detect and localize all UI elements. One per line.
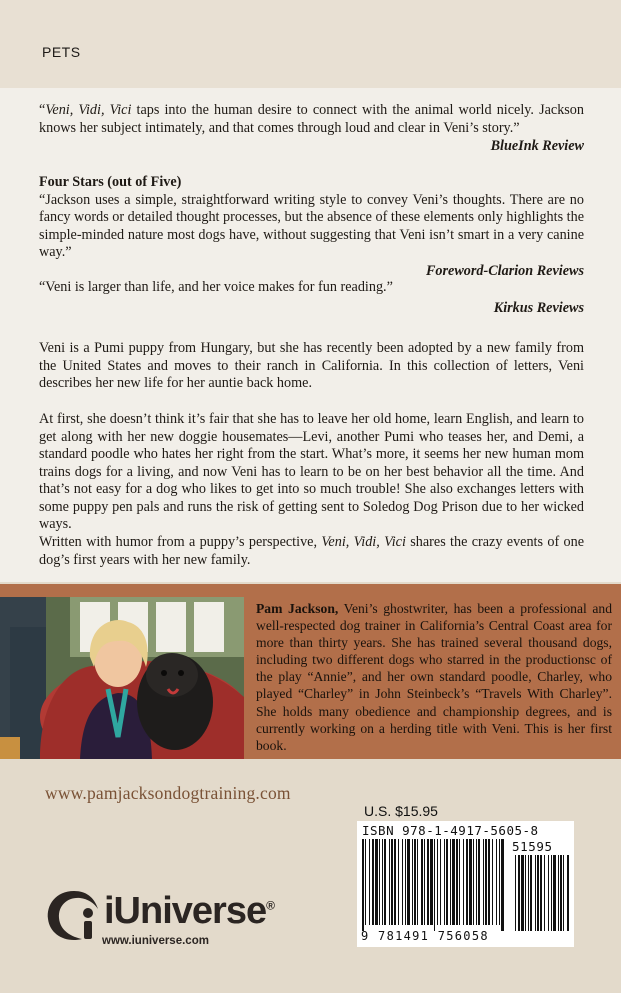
addon-barcode-bar	[548, 855, 549, 931]
publisher-name-text: iUniverse	[104, 890, 267, 932]
barcode-bar	[469, 839, 472, 925]
barcode-bar	[394, 839, 396, 925]
barcode-bar	[437, 839, 438, 925]
review-quote: “Jackson uses a simple, straightforward writing style to convey Veni’s thoughts. There are no fancy words or detailed thought processes, but the absence of these elements only highlights the simple-minded nature most dogs have, without suggesting that Veni isn’t smart in a very canine way.”	[39, 191, 584, 260]
iuniverse-swirl-icon	[44, 887, 106, 945]
addon-barcode-bar	[530, 855, 532, 931]
addon-barcode-bar	[518, 855, 520, 931]
registered-mark: ®	[266, 898, 274, 913]
addon-barcode-bar	[567, 855, 569, 931]
category-label: PETS	[42, 44, 81, 60]
price-label: U.S. $15.95	[364, 803, 438, 819]
barcode-bar	[450, 839, 451, 925]
review-source: BlueInk Review	[490, 138, 584, 154]
review-heading: Four Stars (out of Five)	[39, 174, 182, 190]
barcode-bar	[402, 839, 403, 925]
isbn-text: ISBN 978-1-4917-5605-8	[362, 823, 539, 838]
barcode-bar	[407, 839, 410, 925]
barcode-bar	[446, 839, 448, 925]
barcode-bar	[417, 839, 418, 925]
barcode-bar	[452, 839, 455, 925]
addon-barcode-bar	[540, 855, 542, 931]
barcode-bar	[492, 839, 493, 925]
description-text: At first, she doesn’t think it’s fair that she has to leave her old home, learn English, and learn to get along with her new doggie housemates—Levi, another Pumi who teases her, and Demi, a standard poodle who hates her right from the start. What’s more, it seems her new human mom trains dogs for a living, and now Veni has to learn to be on her best behavior all the time. And that’s not easy for a dog who likes to get into so much trouble! She also exchanges letters with some puppy pen pals and runs the risk of getting sent to Soledog Dog Prison due to her wicked ways.	[39, 411, 584, 532]
author-bio-body: Veni’s ghostwriter, has been a professional and well-respected dog trainer in California’s Central Coast area for more than thirty years. She has trained several thousand dogs, including two different dogs who starred in the productionsc of the play “Annie”, and her own standard poodle, Charley, who played “Charley” in John Steinbeck’s “Travels With Charley”. She holds many obedience and championship degrees, and is currently working on a herding title with Veni. This is her first book.	[256, 601, 612, 753]
barcode-bar	[430, 839, 433, 925]
barcode-bar	[478, 839, 480, 925]
description-paragraph-1	[39, 340, 584, 393]
barcode-bar	[463, 839, 464, 925]
barcode-bar	[389, 839, 390, 925]
barcode-bar	[369, 839, 370, 925]
barcode-bar	[362, 839, 364, 931]
review-blueink	[39, 102, 584, 155]
barcode-bar	[382, 839, 383, 925]
barcode-bar	[391, 839, 393, 925]
publisher-name	[104, 890, 274, 933]
barcode-bar	[440, 839, 441, 925]
barcode-bar	[485, 839, 487, 925]
barcode-bar	[372, 839, 374, 925]
review-source: Foreword-Clarion Reviews	[425, 262, 584, 279]
barcode-bar	[476, 839, 477, 925]
price-code: 51595	[512, 839, 553, 854]
author-photo	[0, 597, 244, 759]
barcode-bar	[412, 839, 413, 925]
addon-barcode-bar	[525, 855, 526, 931]
review-quote	[39, 102, 584, 137]
publisher-url[interactable]: www.iuniverse.com	[102, 935, 209, 947]
review-quote: “Veni is larger than life, and her voice makes for fun reading.”	[39, 279, 393, 295]
barcode-bar	[501, 839, 504, 931]
barcode-bar	[379, 839, 380, 925]
barcode-bar	[434, 839, 435, 931]
barcode-bar	[414, 839, 416, 925]
addon-barcode-bar	[528, 855, 529, 931]
addon-barcode-bar	[535, 855, 536, 931]
barcode-bar	[496, 839, 497, 925]
ean-digits: 9 781491 756058	[361, 929, 489, 943]
barcode-bar	[444, 839, 445, 925]
addon-barcode-bar	[558, 855, 559, 931]
addon-barcode-bar	[521, 855, 524, 931]
book-title-italic: Veni, Vidi, Vici	[321, 534, 406, 550]
barcode-bar	[384, 839, 386, 925]
publisher-logo	[44, 887, 304, 949]
barcode-bar	[483, 839, 484, 925]
description-text-after: shares the crazy events of one dog’s first years with her new family.	[39, 534, 584, 568]
addon-barcode-bar	[537, 855, 539, 931]
author-photo-illustration	[0, 597, 244, 759]
addon-barcode-bar	[560, 855, 562, 931]
addon-barcode-bar	[515, 855, 516, 931]
barcode-bar	[456, 839, 458, 925]
barcode-bar	[424, 839, 425, 925]
quote-open: “	[39, 102, 46, 118]
addon-barcode-bar	[563, 855, 564, 931]
book-title-italic: Veni, Vidi, Vici	[45, 102, 132, 118]
barcode-bar	[466, 839, 468, 925]
barcode-bar	[365, 839, 366, 925]
addon-barcode-bar	[553, 855, 556, 931]
barcode-bar	[473, 839, 474, 925]
quote-text: taps into the human desire to connect with the animal world nicely. Jackson knows her subject intimately, and that comes through loud and clear in Veni’s story.”	[39, 102, 584, 136]
barcode-bar	[499, 839, 500, 925]
description-paragraph-3	[39, 534, 584, 569]
description-text-before: Written with humor from a puppy’s perspective,	[39, 534, 322, 550]
addon-barcode-bar	[544, 855, 545, 931]
author-website[interactable]: www.pamjacksondogtraining.com	[45, 783, 291, 803]
barcode-bar	[459, 839, 460, 925]
description-text: Veni is a Pumi puppy from Hungary, but she has recently been adopted by a new family from the United States and moves to their ranch in California. In this collection of letters, Veni describes her new life for her auntie back home.	[39, 340, 584, 391]
review-source: Kirkus Reviews	[493, 299, 584, 316]
top-band	[0, 0, 621, 88]
barcode-bar	[375, 839, 378, 925]
barcode-bar	[405, 839, 406, 925]
author-bio	[256, 600, 612, 754]
barcode-bar	[398, 839, 399, 925]
review-kirkus	[39, 279, 584, 317]
author-name: Pam Jackson,	[256, 601, 339, 616]
addon-barcode-bar	[551, 855, 552, 931]
barcode-bar	[421, 839, 423, 925]
barcode-bar	[488, 839, 490, 925]
barcode-bar	[427, 839, 429, 925]
review-foreword-clarion	[39, 174, 584, 280]
description-paragraph-2	[39, 411, 584, 534]
description-text	[39, 534, 584, 569]
author-bio-text	[256, 600, 612, 754]
